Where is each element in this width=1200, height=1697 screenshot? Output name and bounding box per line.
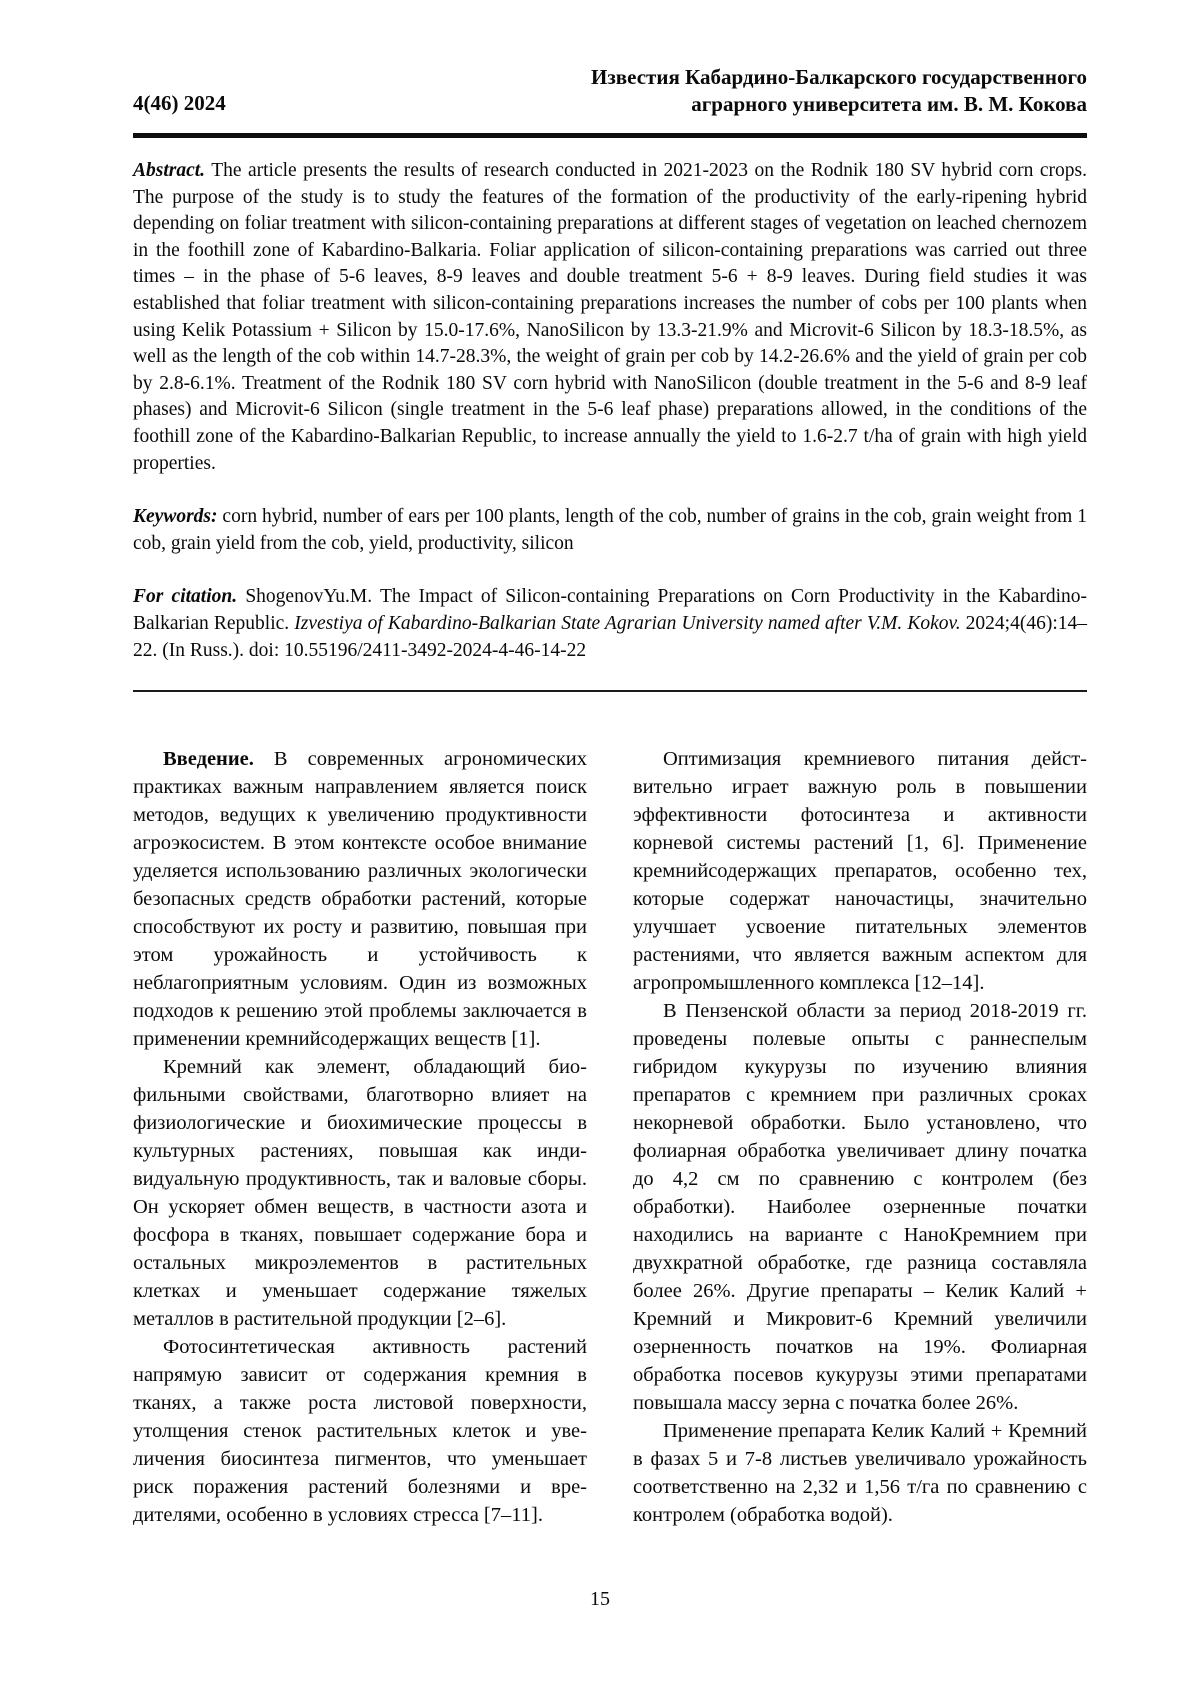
paragraph [633,745,1087,997]
article-body [133,745,1087,1529]
keywords-label: Keywords: [133,506,218,528]
section-divider [133,690,1087,692]
paragraph-text: Применение препарата Келик Калий + Кремний в фазах 5 и 7-8 листьев увеличивало урожайность соответственно на 2,32 и 1,56 т/га по сравнению с контролем (обработка водой). [633,1420,1087,1527]
header-divider [133,133,1087,138]
paragraph [633,997,1087,1417]
issue-number: 4(46) 2024 [133,91,226,115]
citation-authors-title: ShogenovYu.M. The Impact of Silicon-containing Preparations on Corn Productivity in the Kabardino-Balkarian Republic. [133,586,1087,634]
citation-issue-doi: 2024;4(46):14–22. (In Russ.). doi: 10.55196/2411-3492-2024-4-46-14-22 [133,612,1087,661]
abstract-paragraph [133,158,1087,477]
page-number: 15 [590,1588,610,1610]
right-column [633,745,1087,1529]
left-column [133,745,587,1529]
paragraph-text: В современных агрономических практиках важным направлением является поиск методов, ведущих к увеличению продуктивности агроэкосистем. В этом контексте особое внимание уделяется использованию различных экологически безопасных средств обработки растений, которые способствуют их росту и развитию, повышая при этом урожайность и устойчивость к неблагоприятным условиям. Один из возможных подходов к решению этой проблемы заключается в применении кремнийсодержащих веществ [1]. [133,748,587,1051]
page-header [133,64,1087,118]
paragraph [133,1053,587,1333]
abstract-text: The article presents the results of research conducted in 2021-2023 on the Rodnik 180 SV hybrid corn crops. The purpose of the study is to study the features of the formation of the productivity of the early-ripening hybrid depending on foliar treatment with silicon-containing preparations at different stages of vegetation on leached chernozem in the foothill zone of Kabardino-Balkaria. Foliar application of silicon-containing preparations was carried out three times – in the phase of 5-6 leaves, 8-9 leaves and double treatment 5-6 + 8-9 leaves. During field studies it was established that foliar treatment with silicon-containing preparations increases the number of cobs per 100 plants when using Kelik Potassium + Silicon by 15.0-17.6%, NanoSilicon by 13.3-21.9% and Microvit-6 Silicon by 18.3-18.5%, as well as the length of the cob within 14.7-28.3%, the weight of grain per cob by 14.2-26.6% and the yield of grain per cob by 2.8-6.1%. Treatment of the Rodnik 180 SV corn hybrid with NanoSilicon (double treatment in the 5-6 and 8-9 leaf phases) and Microvit-6 Silicon (single treatment in the 5-6 leaf phase) preparations allowed, in the conditions of the foothill zone of the Kabardino-Balkarian Republic, to increase annually the yield to 1.6-2.7 t/ha of grain with high yield properties. [133,160,1088,474]
paragraph-text: Фотосинтетическая активность растений напрямую зависит от содержания кремния в тканях, а также роста листовой поверхности, утолщения стенок растительных клеток и увеличения биосинтеза пигментов, что уменьшает риск поражения растений болезнями и вредителями, особенно в условиях стресса [7–11]. [133,1336,587,1527]
journal-title [591,64,1087,118]
paragraph [633,1417,1087,1529]
paragraph-text: В Пензенской области за период 2018-2019 гг. проведены полевые опыты с раннеспелым гибридом кукурузы по изучению влияния препаратов с кремнием при различных сроках некорневой обработки. Было установлено, что фолиарная обработка увеличивает длину початка до 4,2 см по сравнению с контролем (без обработки). Наиболее озерненные початки находились на варианте с НаноКремнием при двухкратной обработке, где разница составляла более 26%. Другие препараты – Келик Калий + Кремний и Микровит-6 Кремний увеличили озерненность початков на 19%. Фолиарная обработка посевов кукурузы этими препаратами повышала массу зерна с початка более 26%. [633,1000,1087,1415]
keywords-paragraph [133,504,1087,557]
introduction-heading: Введение. [163,748,254,771]
citation-journal-name: Izvestiya of Kabardino-Balkarian State Agrarian University named after V.M. Kokov. [294,612,961,634]
keywords-text: corn hybrid, number of ears per 100 plants, length of the cob, number of grains in the cob, grain weight from 1 cob, grain yield from the cob, yield, productivity, silicon [133,506,1088,554]
journal-title-line2: аграрного университета им. В. М. Кокова [691,92,1087,116]
citation-label: For citation. [133,586,238,608]
paragraph-introduction [133,745,587,1053]
front-matter [133,158,1087,664]
journal-title-line1: Известия Кабардино-Балкарского государственного [591,65,1087,89]
citation-paragraph [133,584,1087,664]
abstract-label: Abstract. [133,160,206,181]
paragraph-text: Оптимизация кремниевого питания действительно играет важную роль в повышении эффективности фотосинтеза и активности корневой системы растений [1, 6]. Применение кремнийсодержащих препаратов, особенно тех, которые содержат наночастицы, значительно улучшает усвоение питательных элементов растениями, что является важным аспектом для агропромышленного комплекса [12–14]. [633,748,1087,995]
paragraph-text: Кремний как элемент, обладающий биофильными свойствами, благотворно влияет на физиологические и биохимические процессы в культурных растениях, повышая как индивидуальную продуктивность, так и валовые сборы. Он ускоряет обмен веществ, в частности азота и фосфора в тканях, повышает содержание бора и остальных микроэлементов в растительных клетках и уменьшает содержание тяжелых металлов в растительной продукции [2–6]. [133,1056,587,1331]
paragraph [133,1333,587,1529]
